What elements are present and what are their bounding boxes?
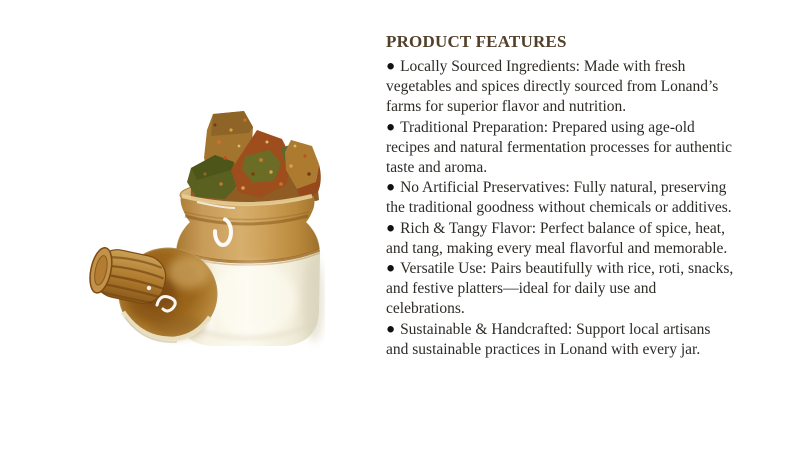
feature-text: Versatile Use: Pairs beautifully with rice, roti, snacks, and festive platters—ideal for daily use and celebrations. xyxy=(386,260,734,318)
pickle-jar-illustration xyxy=(85,100,325,355)
bullet-icon: ● xyxy=(386,58,396,75)
bullet-icon: ● xyxy=(386,321,396,338)
feature-item xyxy=(386,118,736,179)
feature-item xyxy=(386,219,736,259)
feature-text: Locally Sourced Ingredients: Made with fresh vegetables and spices directly sourced from Lonand’s farms for superior flavor and nutrition. xyxy=(386,58,719,116)
product-photo xyxy=(85,100,325,355)
pickle-chunks xyxy=(187,111,321,205)
bullet-icon: ● xyxy=(386,220,396,237)
feature-text: Rich & Tangy Flavor: Perfect balance of spice, heat, and tang, making every meal flavorful and memorable. xyxy=(386,219,728,257)
bullet-icon: ● xyxy=(386,179,396,196)
feature-text: Sustainable & Handcrafted: Support local artisans and sustainable practices in Lonand with every jar. xyxy=(386,320,711,358)
feature-text: No Artificial Preservatives: Fully natural, preserving the traditional goodness without chemicals or additives. xyxy=(386,179,732,217)
features-title: PRODUCT FEATURES xyxy=(386,32,567,51)
product-features xyxy=(386,31,736,360)
feature-text: Traditional Preparation: Prepared using age-old recipes and natural fermentation processes for authentic taste and aroma. xyxy=(386,118,733,177)
feature-item xyxy=(386,178,736,218)
bullet-icon: ● xyxy=(386,260,396,277)
jar-lid xyxy=(86,245,217,342)
bullet-icon: ● xyxy=(386,119,396,136)
feature-item xyxy=(386,57,736,118)
feature-item xyxy=(386,259,736,320)
feature-item xyxy=(386,320,736,360)
